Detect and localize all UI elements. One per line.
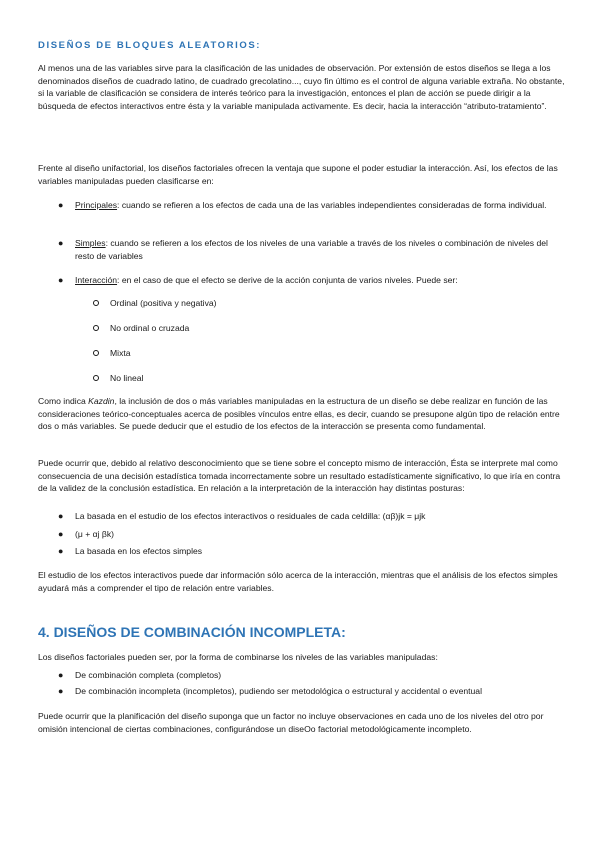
section-heading-combinacion-incompleta: 4. DISEÑOS DE COMBINACIÓN INCOMPLETA: (38, 624, 346, 640)
sublist-item-mixta: Mixta (93, 347, 131, 360)
bullet-icon: ● (58, 275, 64, 285)
bullet-icon: ● (58, 686, 64, 696)
paragraph-interpretacion: Puede ocurrir que, debido al relativo desconocimiento que se tiene sobre el concepto mismo de interacción, Ésta se interprete mal como consecuencia de una decisión estadística tomada incorrectamente sobre un resultado estadísticamente significativo, lo que iría en contra de la validez de la conclusión estadística. En relación a la interpretación de la interacción hay distintas posturas: (38, 458, 561, 493)
list-item-simples: ● Simples: cuando se refieren a los efectos de los niveles de una variable a través de los niveles o combinación de niveles del resto de variables (58, 238, 548, 261)
paragraph-bloques-intro: Al menos una de las variables sirve para la clasificación de las unidades de observación. Por extensión de estos diseños se llega a los denominados diseños de cuadrado latino, de cuadrado grecolatino..., cuyo fin último es el control de alguna variable extraña. No obstante, si la variable de clasificación se considera de interés teórico para la investigación, entonces el plan de acción se puede dirigir a la búsqueda de efectos interactivos entre ésta y la variable manipulada activamente. Es decir, hacia la interacción “atributo-tratamiento”. (38, 63, 565, 111)
bullet-icon: ● (58, 238, 64, 248)
bullet-icon: ● (58, 670, 64, 680)
sublist-item-ordinal: Ordinal (positiva y negativa) (93, 297, 217, 310)
paragraph-formas-combinacion: Los diseños factoriales pueden ser, por la forma de combinarse los niveles de las variables manipuladas: (38, 652, 438, 662)
paragraph-efectos-interactivos: El estudio de los efectos interactivos puede dar información sólo acerca de la interacción, mientras que el análisis de los efectos simples ayudará más a comprender el tipo de relación entre variables. (38, 570, 558, 593)
bullet-icon: ● (58, 511, 64, 521)
term-interaccion: Interacción (75, 275, 118, 285)
bullet-icon: ● (58, 200, 64, 210)
list-item-combinacion-completa: ● De combinación completa (completos) (58, 670, 222, 680)
list-item-combinacion-incompleta: ● De combinación incompleta (incompletos), pudiendo ser metodológica o estructural y accidental o eventual (58, 686, 482, 696)
list-item-postura-formula: ● (μ + αj βk) (58, 529, 114, 539)
circle-bullet-icon (93, 300, 99, 306)
paragraph-planificacion: Puede ocurrir que la planificación del diseño suponga que un factor no incluye observaciones en cada uno de los niveles del otro por omisión intencional de ciertas combinaciones, configurándose un diseOo factorial metodológicamente incompleto. (38, 711, 544, 734)
sublist-item-no-lineal: No lineal (93, 372, 143, 385)
circle-bullet-icon (93, 325, 99, 331)
list-item-postura-simples: ● La basada en los efectos simples (58, 546, 203, 556)
bullet-icon: ● (58, 546, 64, 556)
paragraph-kazdin: Como indica Kazdin, la inclusión de dos o más variables manipuladas en la estructura de un diseño se debe realizar en función de las consideraciones teórico-conceptuales acerca de posibles vínculos entre ellas, es decir, cuando se presupone algún tipo de relación entre dos o más variables. Se puede deducir que el estudio de los efectos de la interacción se presenta como fundamental. (38, 396, 560, 431)
bullet-icon: ● (58, 529, 64, 539)
section-heading-bloques: DISEÑOS DE BLOQUES ALEATORIOS: (38, 40, 262, 51)
list-item-interaccion: ● Interacción: en el caso de que el efecto se derive de la acción conjunta de varios niveles. Puede ser: (58, 275, 458, 285)
circle-bullet-icon (93, 375, 99, 381)
circle-bullet-icon (93, 350, 99, 356)
term-principales: Principales (75, 200, 118, 210)
author-kazdin: Kazdin (88, 396, 115, 406)
list-item-postura-residuales: ● La basada en el estudio de los efectos interactivos o residuales de cada celdilla: (αβ)jk = μjk (58, 511, 426, 521)
sublist-item-no-ordinal: No ordinal o cruzada (93, 322, 189, 335)
term-simples: Simples (75, 238, 106, 248)
list-item-principales: ● Principales: cuando se refieren a los efectos de cada una de las variables independientes consideradas de forma individual. (58, 200, 547, 210)
paragraph-factoriales-intro: Frente al diseño unifactorial, los diseños factoriales ofrecen la ventaja que supone el poder estudiar la interacción. Así, los efectos de las variables manipuladas pueden clasificarse en: (38, 163, 558, 186)
